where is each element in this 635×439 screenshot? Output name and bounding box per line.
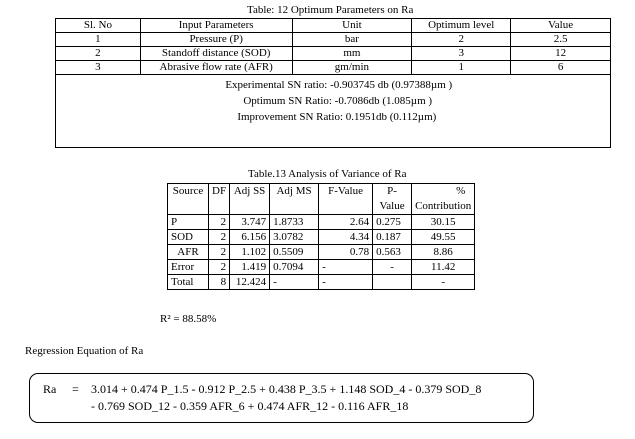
table-cell: 1.419 — [230, 260, 270, 275]
table-cell: 2 — [209, 260, 230, 275]
optimum-parameters-table — [55, 18, 611, 148]
regression-equation-box — [29, 373, 534, 423]
table-cell: 49.55 — [412, 230, 475, 245]
table-cell: 0.563 — [373, 245, 412, 260]
equation-equals: = — [72, 382, 79, 396]
table13-header-cell: F-Value — [319, 184, 373, 215]
table-cell: Pressure (P) — [140, 33, 292, 47]
p-value-header-line1: P- — [387, 185, 397, 197]
table-cell: 2 — [412, 33, 511, 47]
table-cell: 1.102 — [230, 245, 270, 260]
table-cell — [56, 75, 141, 148]
table-row — [168, 215, 475, 230]
table-cell: 0.187 — [373, 230, 412, 245]
table-cell: 3 — [56, 61, 141, 75]
table12-caption: Table: 12 Optimum Parameters on Ra — [247, 4, 414, 16]
table12-header-cell: Input Parameters — [140, 19, 292, 33]
table-cell: 1 — [56, 33, 141, 47]
table-cell — [373, 275, 412, 290]
regression-heading: Regression Equation of Ra — [25, 345, 144, 357]
table-cell: 3.747 — [230, 215, 270, 230]
table-cell: 6 — [511, 61, 611, 75]
optimum-sn-ratio: Optimum SN Ratio: -0.7086db (1.085µm ) — [243, 95, 433, 107]
table-cell: Error — [168, 260, 209, 275]
table-cell: P — [168, 215, 209, 230]
table-cell: 6.156 — [230, 230, 270, 245]
table-cell: 2 — [56, 47, 141, 61]
table-cell: 12 — [511, 47, 611, 61]
table-cell: - — [412, 275, 475, 290]
equation-line2: - 0.769 SOD_12 - 0.359 AFR_6 + 0.474 AFR_12 - 0.116 AFR_18 — [91, 399, 409, 413]
table-cell: 0.275 — [373, 215, 412, 230]
table13-header-cell: Adj MS — [270, 184, 319, 215]
table12-header-cell: Value — [511, 19, 611, 33]
table-cell: - — [373, 260, 412, 275]
table-row — [168, 260, 475, 275]
table-row — [56, 33, 611, 47]
sn-ratio-notes-row — [56, 75, 611, 148]
experimental-sn-ratio: Experimental SN ratio: -0.903745 db (0.97388µm ) — [225, 79, 453, 91]
table-cell: 1.8733 — [270, 215, 319, 230]
table13-header-cell: DF — [209, 184, 230, 215]
table-cell: 8.86 — [412, 245, 475, 260]
contribution-header-line1: % — [456, 185, 466, 197]
improvement-sn-ratio: Improvement SN Ratio: 0.1951db (0.112µm) — [237, 111, 437, 123]
table-cell: 2 — [209, 230, 230, 245]
table-cell: 1 — [412, 61, 511, 75]
sn-ratio-notes — [140, 75, 610, 148]
table-row — [56, 61, 611, 75]
table-cell: 8 — [209, 275, 230, 290]
table-cell: AFR — [168, 245, 209, 260]
table-cell: - — [319, 260, 373, 275]
table-row — [168, 245, 475, 260]
table-cell: 3 — [412, 47, 511, 61]
equation-line1: 3.014 + 0.474 P_1.5 - 0.912 P_2.5 + 0.438 P_3.5 + 1.148 SOD_4 - 0.379 SOD_8 — [91, 382, 482, 396]
table12-header-cell: Sl. No — [56, 19, 141, 33]
contribution-header-line2: Contribution — [415, 200, 472, 212]
table-cell: Standoff distance (SOD) — [140, 47, 292, 61]
table-row — [168, 275, 475, 290]
table13-header-row — [168, 184, 475, 215]
table-cell: 0.78 — [319, 245, 373, 260]
table12-header-row — [56, 19, 611, 33]
table-cell: bar — [292, 33, 412, 47]
table13-header-cell: Adj SS — [230, 184, 270, 215]
anova-table — [167, 183, 475, 290]
table13-caption: Table.13 Analysis of Variance of Ra — [248, 168, 407, 180]
table-cell: mm — [292, 47, 412, 61]
p-value-header-line2: Value — [379, 200, 405, 212]
table13-header-cell: Source — [168, 184, 209, 215]
table-cell: - — [270, 275, 319, 290]
table-cell: 0.5509 — [270, 245, 319, 260]
r-squared: R² = 88.58% — [160, 313, 217, 325]
table-cell: 12.424 — [230, 275, 270, 290]
table-cell: 2 — [209, 245, 230, 260]
table-cell: - — [319, 275, 373, 290]
table-row — [56, 47, 611, 61]
table-cell: 30.15 — [412, 215, 475, 230]
table-cell: 2.5 — [511, 33, 611, 47]
table-cell: Total — [168, 275, 209, 290]
table13-header-cell — [373, 184, 412, 215]
table-cell: 2.64 — [319, 215, 373, 230]
table-cell: 11.42 — [412, 260, 475, 275]
table-cell: 0.7094 — [270, 260, 319, 275]
table-cell: 3.0782 — [270, 230, 319, 245]
table-cell: 4.34 — [319, 230, 373, 245]
table12-header-cell: Unit — [292, 19, 412, 33]
table13-header-cell — [412, 184, 475, 215]
table-cell: Abrasive flow rate (AFR) — [140, 61, 292, 75]
table12-header-cell: Optimum level — [412, 19, 511, 33]
table-cell: 2 — [209, 215, 230, 230]
table-cell: SOD — [168, 230, 209, 245]
table-cell: gm/min — [292, 61, 412, 75]
table-row — [168, 230, 475, 245]
equation-lhs: Ra — [43, 382, 57, 396]
